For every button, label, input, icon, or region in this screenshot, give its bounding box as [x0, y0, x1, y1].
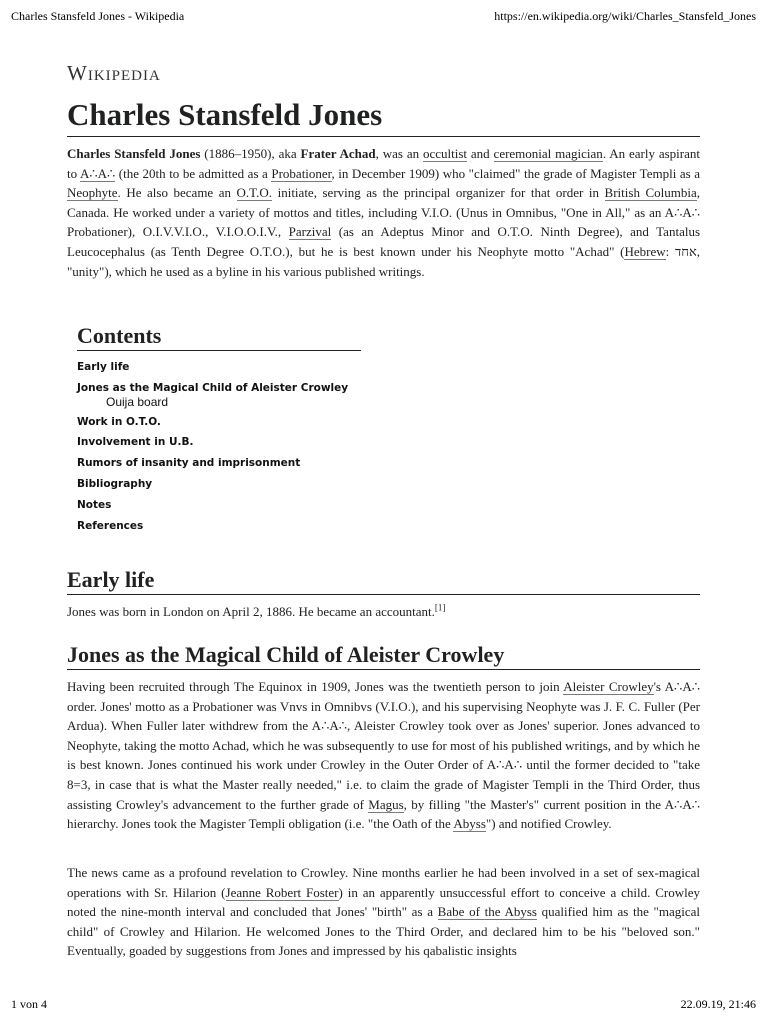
lead-text: . An early aspirant to [67, 146, 700, 181]
toc-item-magical-child[interactable]: Jones as the Magical Child of Aleister Crowley [77, 381, 349, 394]
footnote-ref-1[interactable]: [1] [434, 602, 446, 613]
link-hebrew[interactable]: Hebrew [624, 243, 666, 259]
lead-text: , in December 1909) who "claimed" the grade of Magister Templi as a [331, 165, 700, 181]
section-heading-early-life: Early life [67, 566, 700, 595]
lead-text: . He also became an [117, 185, 237, 201]
lead-text: (1886–1950), aka [200, 146, 301, 161]
lead-text: (as an Adeptus Minor and O.T.O. Ninth Degree), and Tantalus Leucocephalus (as Tenth Degree O.T.O.), but he is best known under his Neophyte motto "Achad" ( [67, 224, 701, 259]
toc-item-notes[interactable]: Notes [77, 498, 112, 511]
lead-text: : אחד, "unity"), which he used as a byline in his various published writings. [67, 243, 700, 279]
link-probationer[interactable]: Probationer [271, 165, 332, 181]
link-abyss[interactable]: Abyss [453, 816, 486, 832]
magical-child-paragraph-1 [67, 677, 700, 834]
body-text: The news came as a profound revelation to Crowley. Nine months earlier he had been involved in a set of sex-magical operations with Sr. Hilarion ( [67, 865, 700, 900]
table-of-contents [77, 322, 361, 536]
toc-heading: Contents [77, 322, 361, 351]
toc-item-bibliography[interactable]: Bibliography [77, 477, 153, 490]
section-heading-magical-child: Jones as the Magical Child of Aleister Crowley [67, 641, 700, 670]
toc-item-rumors[interactable]: Rumors of insanity and imprisonment [77, 457, 301, 470]
link-occultist[interactable]: occultist [422, 146, 468, 161]
body-text: , by filling "the Master's" current position in the A∴A∴ hierarchy. Jones took the Magister Templi obligation (i.e. "the Oath of the [67, 796, 700, 832]
lead-text: and [467, 146, 494, 161]
link-neophyte[interactable]: Neophyte [67, 185, 118, 201]
print-header-url: https://en.wikipedia.org/wiki/Charles_Stansfeld_Jones [494, 9, 756, 23]
body-text: 's A∴A∴ order. Jones' motto as a Probationer was Vnvs in Omnibvs (V.I.O.), and his supervising Neophyte was J. F. C. Fuller (Per Ardua). When Fuller later withdrew from the A∴A∴, Aleister Crowley took over as Jones' superior. Jones advanced to Neophyte, taking the motto Achad, which he was subsequently to use for most of his published writings, and by which he is best known. Jones continued his work under Crowley in the Outer Order of A∴A∴ until the former decided to "take 8=3, in case that is what the Master really needed," i.e. to claim the grade of Magister Templi in the Third Order, thus assisting Crowley's advancement to the further grade of [67, 679, 700, 812]
toc-item-ouija-board[interactable]: Ouija board [106, 394, 169, 409]
toc-item-work-in-oto[interactable]: Work in O.T.O. [77, 415, 161, 428]
lead-text: , Canada. He worked under a variety of mottos and titles, including V.I.O. (Unus in Omnibus, "One in All," as an A∴A∴ Probationer), O.I.V.V.I.O., V.I.O.O.I.V., [67, 185, 701, 240]
link-ceremonial-magician[interactable]: ceremonial magician [493, 146, 603, 161]
lead-name: Charles Stansfeld Jones [67, 146, 201, 161]
wikipedia-wordmark[interactable]: Wikipedia [67, 61, 161, 85]
print-header-title: Charles Stansfeld Jones - Wikipedia [11, 9, 185, 23]
link-babe-of-the-abyss[interactable]: Babe of the Abyss [437, 904, 537, 920]
lead-alias: Frater Achad [300, 146, 376, 161]
lead-text: , was an [375, 146, 423, 161]
lead-text: (the 20th to be admitted as a [115, 165, 272, 181]
toc-item-early-life[interactable]: Early life [77, 361, 130, 373]
link-aa[interactable]: A∴A∴ [79, 165, 116, 181]
link-aleister-crowley[interactable]: Aleister Crowley [563, 679, 654, 694]
body-text: ") and notified Crowley. [485, 816, 612, 832]
lead-text: initiate, serving as the principal organizer for that order in [272, 185, 605, 201]
magical-child-paragraph-2 [67, 863, 700, 961]
link-parzival[interactable]: Parzival [288, 224, 332, 240]
link-british-columbia[interactable]: British Columbia [604, 185, 697, 201]
page-title: Charles Stansfeld Jones [67, 95, 700, 137]
toc-list [77, 357, 361, 536]
link-jeanne-robert-foster[interactable]: Jeanne Robert Foster [225, 884, 339, 900]
toc-item-involvement-ub[interactable]: Involvement in U.B. [77, 436, 194, 449]
body-text: Having been recruited through The Equinox in 1909, Jones was the twentieth person to join [67, 679, 564, 694]
print-footer-datetime: 22.09.19, 21:46 [680, 997, 756, 1011]
body-text: qualified him as the "magical child" of Crowley and Hilarion. He welcomed Jones to the Third Order, and declared him to be his "beloved son." Eventually, goaded by suggestions from Jones and impressed by his qabalistic insights [67, 904, 700, 959]
body-text: ) in an apparently unsuccessful effort to conceive a child. Crowley noted the nine-month interval and concluded that Jones' "birth" as a [67, 884, 700, 920]
toc-item-references[interactable]: References [77, 519, 144, 532]
early-life-text: Jones was born in London on April 2, 1886. He became an accountant. [67, 604, 435, 619]
lead-paragraph [67, 144, 700, 281]
link-oto[interactable]: O.T.O. [236, 185, 273, 201]
early-life-paragraph [67, 602, 700, 622]
print-footer-page: 1 von 4 [11, 997, 47, 1011]
link-magus[interactable]: Magus [368, 796, 404, 812]
